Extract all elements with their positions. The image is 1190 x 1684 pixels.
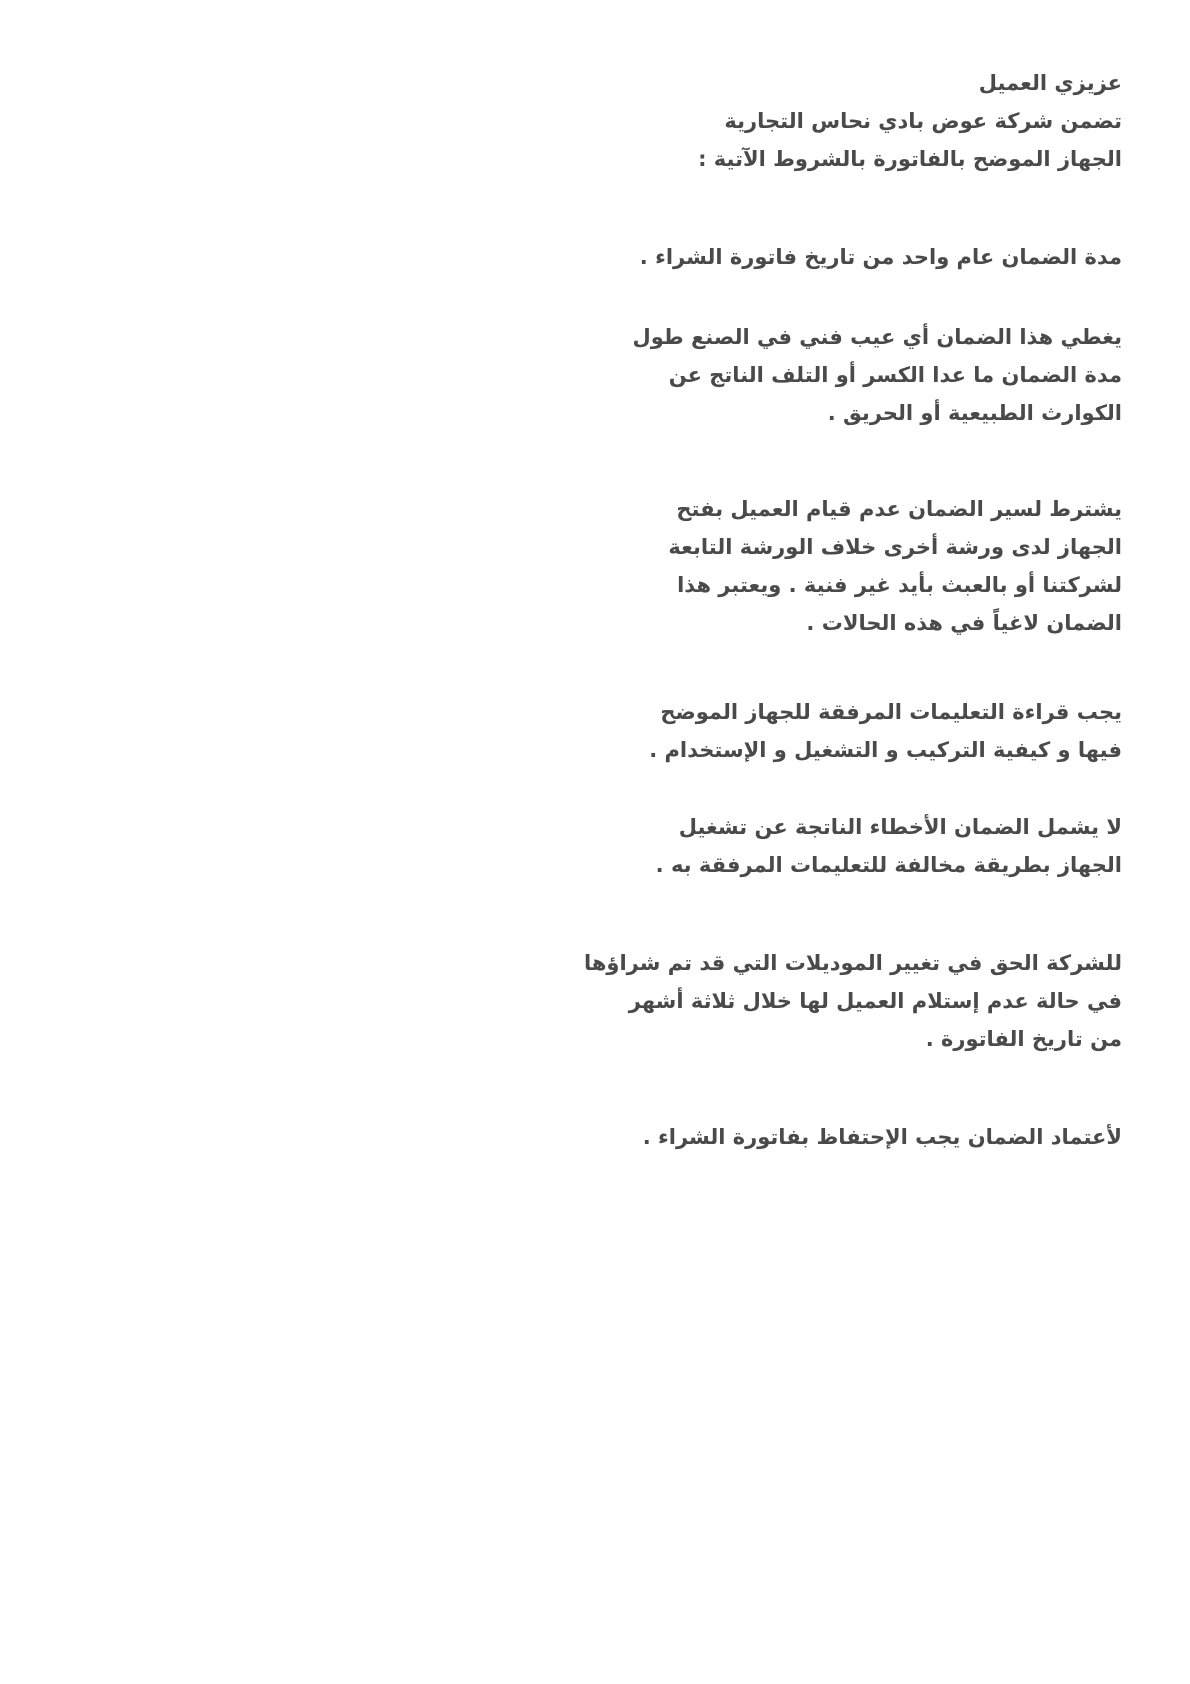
instructions-paragraph — [502, 693, 1122, 769]
company-right-line: من تاريخ الفاتورة . — [925, 1027, 1122, 1051]
company-right-paragraph — [502, 944, 1122, 1058]
company-right-line: في حالة عدم إستلام العميل لها خلال ثلاثة أشهر — [628, 989, 1122, 1013]
condition-line: يشترط لسير الضمان عدم قيام العميل بفتح — [676, 497, 1122, 521]
exclusion-line: لا يشمل الضمان الأخطاء الناتجة عن تشغيل — [678, 815, 1122, 839]
greeting-line: تضمن شركة عوض بادي نحاس التجارية — [724, 109, 1122, 133]
company-right-line: للشركة الحق في تغيير الموديلات التي قد تم شراؤها — [583, 951, 1122, 975]
exclusion-line: الجهاز بطريقة مخالفة للتعليمات المرفقة به . — [655, 853, 1122, 877]
warranty-period-line: مدة الضمان عام واحد من تاريخ فاتورة الشراء . — [639, 245, 1122, 269]
condition-line: الضمان لاغياً في هذه الحالات . — [806, 611, 1122, 635]
coverage-line: الكوارث الطبيعية أو الحريق . — [827, 401, 1122, 425]
warranty-period-paragraph — [502, 238, 1122, 276]
greeting-line: عزيزي العميل — [978, 71, 1122, 95]
greeting-paragraph — [502, 64, 1122, 178]
coverage-line: يغطي هذا الضمان أي عيب فني في الصنع طول — [632, 325, 1122, 349]
keep-invoice-paragraph — [502, 1118, 1122, 1156]
exclusion-paragraph — [502, 808, 1122, 884]
condition-paragraph — [502, 490, 1122, 642]
coverage-paragraph — [502, 318, 1122, 432]
coverage-line: مدة الضمان ما عدا الكسر أو التلف الناتج عن — [668, 363, 1122, 387]
keep-invoice-line: لأعتماد الضمان يجب الإحتفاظ بفاتورة الشراء . — [642, 1125, 1122, 1149]
instructions-line: يجب قراءة التعليمات المرفقة للجهاز الموضح — [660, 700, 1122, 724]
condition-line: الجهاز لدى ورشة أخرى خلاف الورشة التابعة — [668, 535, 1122, 559]
condition-line: لشركتنا أو بالعبث بأيد غير فنية . ويعتبر هذا — [677, 573, 1122, 597]
instructions-line: فيها و كيفية التركيب و التشغيل و الإستخدام . — [649, 738, 1122, 762]
greeting-line: الجهاز الموضح بالفاتورة بالشروط الآتية : — [698, 147, 1122, 171]
